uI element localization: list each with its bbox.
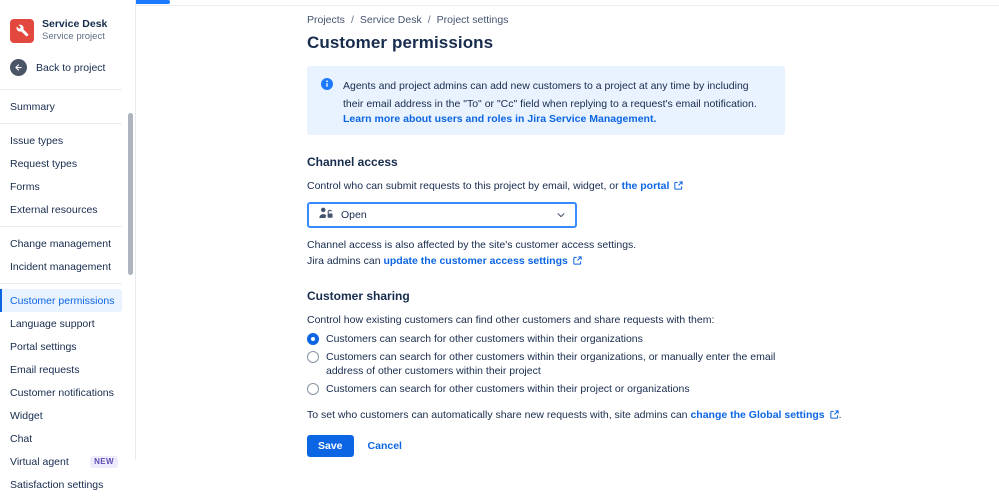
nav-divider <box>0 89 122 90</box>
nav-item-label: Satisfaction settings <box>10 478 104 491</box>
project-name: Service Desk <box>42 18 108 30</box>
customer-permissions-page <box>307 0 967 457</box>
customer-sharing-options <box>307 330 785 398</box>
learn-more-link[interactable]: Learn more about users and roles in Jira Service Management. <box>343 113 657 125</box>
new-badge: NEW <box>90 456 118 468</box>
sidebar-item-chat[interactable] <box>0 427 122 450</box>
save-button[interactable]: Save <box>307 435 354 457</box>
nav-item-label: Issue types <box>10 134 64 147</box>
sidebar-item-portal-settings[interactable] <box>0 335 122 358</box>
channel-access-description-text: Control who can submit requests to this project by email, widget, or <box>307 180 619 192</box>
change-global-settings-link[interactable]: change the Global settings <box>690 409 825 421</box>
breadcrumb-service-desk-link[interactable]: Service Desk <box>359 14 422 26</box>
channel-access-note-line2 <box>307 254 967 269</box>
nav-item-label: Customer permissions <box>10 294 115 307</box>
breadcrumb-separator: / <box>427 14 431 26</box>
channel-access-heading: Channel access <box>307 155 398 169</box>
back-to-project-label: Back to project <box>36 61 106 74</box>
chevron-down-icon <box>556 210 566 220</box>
nav-item-label: Customer notifications <box>10 386 114 399</box>
sidebar-item-email-requests[interactable] <box>0 358 122 381</box>
channel-access-description <box>307 179 967 194</box>
banner-text: Agents and project admins can add new customers to a project at any time by including their email address in the "To" or "Cc" field when replying to a request's email notification. <box>343 80 757 110</box>
back-to-project-button[interactable] <box>0 51 135 84</box>
nav-item-label: Forms <box>10 180 40 193</box>
nav-item-label: Language support <box>10 317 95 330</box>
info-icon <box>321 77 333 125</box>
nav-divider <box>0 123 122 124</box>
nav-item-label: Email requests <box>10 363 80 376</box>
sidebar-item-change-management[interactable] <box>0 232 122 255</box>
project-avatar-wrench-icon <box>10 19 34 43</box>
channel-access-selected-value: Open <box>341 209 367 221</box>
customer-sharing-description: Control how existing customers can find other customers and share requests with them: <box>307 314 715 326</box>
sharing-option-label: Customers can search for other customers within their organizations <box>326 333 643 345</box>
sidebar-item-issue-types[interactable] <box>0 129 122 152</box>
nav-item-label: External resources <box>10 203 98 216</box>
nav-item-label: Request types <box>10 157 78 170</box>
nav-divider <box>0 283 122 284</box>
nav-item-label: Chat <box>10 432 33 445</box>
radio-selected[interactable] <box>307 333 319 345</box>
nav-item-label: Incident management <box>10 260 111 273</box>
radio-unselected[interactable] <box>307 351 319 363</box>
nav-divider <box>0 226 122 227</box>
channel-access-note-line2-text: Jira admins can <box>307 255 381 267</box>
sidebar-item-virtual-agent[interactable] <box>0 450 122 473</box>
external-link-icon <box>674 180 683 194</box>
radio-unselected[interactable] <box>307 383 319 395</box>
nav-item-label: Widget <box>10 409 43 422</box>
sharing-option-label: Customers can search for other customers within their project or organizations <box>326 383 690 395</box>
sidebar-item-incident-management[interactable] <box>0 255 122 278</box>
sidebar-item-customer-permissions[interactable] <box>0 289 122 312</box>
global-settings-note-period: . <box>838 409 842 421</box>
breadcrumb-projects-link[interactable]: Projects <box>307 14 345 26</box>
nav-item-label: Change management <box>10 237 111 250</box>
sidebar-item-language-support[interactable] <box>0 312 122 335</box>
sidebar-item-external-resources[interactable] <box>0 198 122 221</box>
sharing-option-organizations[interactable] <box>307 330 785 348</box>
nav-item-label: Virtual agent <box>10 455 69 468</box>
the-portal-link[interactable]: the portal <box>621 180 670 192</box>
breadcrumb-separator: / <box>350 14 354 26</box>
form-actions <box>307 435 967 457</box>
project-header[interactable] <box>0 14 135 47</box>
global-settings-note <box>307 409 967 422</box>
external-link-icon <box>573 255 582 269</box>
page-title: Customer permissions <box>307 33 494 52</box>
nav-item-label: Portal settings <box>10 340 77 353</box>
sidebar-item-widget[interactable] <box>0 404 122 427</box>
sidebar-item-satisfaction-settings[interactable] <box>0 473 122 496</box>
cancel-button[interactable]: Cancel <box>367 440 402 452</box>
update-customer-access-settings-link[interactable]: update the customer access settings <box>383 255 568 267</box>
sidebar-item-summary[interactable] <box>0 95 122 118</box>
nav-item-label: Summary <box>10 100 55 113</box>
channel-access-note-line1: Channel access is also affected by the site's customer access settings. <box>307 239 637 251</box>
external-link-icon <box>830 410 839 422</box>
global-settings-note-text: To set who customers can automatically share new requests with, site admins can <box>307 409 688 421</box>
arrow-left-icon <box>10 59 27 76</box>
sharing-option-label: Customers can search for other customers within their organizations, or manually enter the email address of other customers within their project <box>326 351 776 377</box>
customer-sharing-heading: Customer sharing <box>307 289 410 303</box>
breadcrumb-project-settings-link[interactable]: Project settings <box>436 14 509 26</box>
sidebar-scrollbar-thumb[interactable] <box>128 113 133 275</box>
project-type: Service project <box>42 31 105 42</box>
sidebar-item-forms[interactable] <box>0 175 122 198</box>
user-lock-icon <box>318 206 333 224</box>
channel-access-select[interactable] <box>307 202 577 228</box>
sharing-option-organizations-or-email[interactable] <box>307 348 785 380</box>
sharing-option-project-or-organizations[interactable] <box>307 380 785 398</box>
breadcrumb <box>307 14 967 26</box>
settings-nav <box>0 89 135 496</box>
info-banner <box>307 66 785 135</box>
project-settings-sidebar <box>0 0 136 491</box>
sidebar-item-customer-notifications[interactable] <box>0 381 122 404</box>
sidebar-item-request-types[interactable] <box>0 152 122 175</box>
